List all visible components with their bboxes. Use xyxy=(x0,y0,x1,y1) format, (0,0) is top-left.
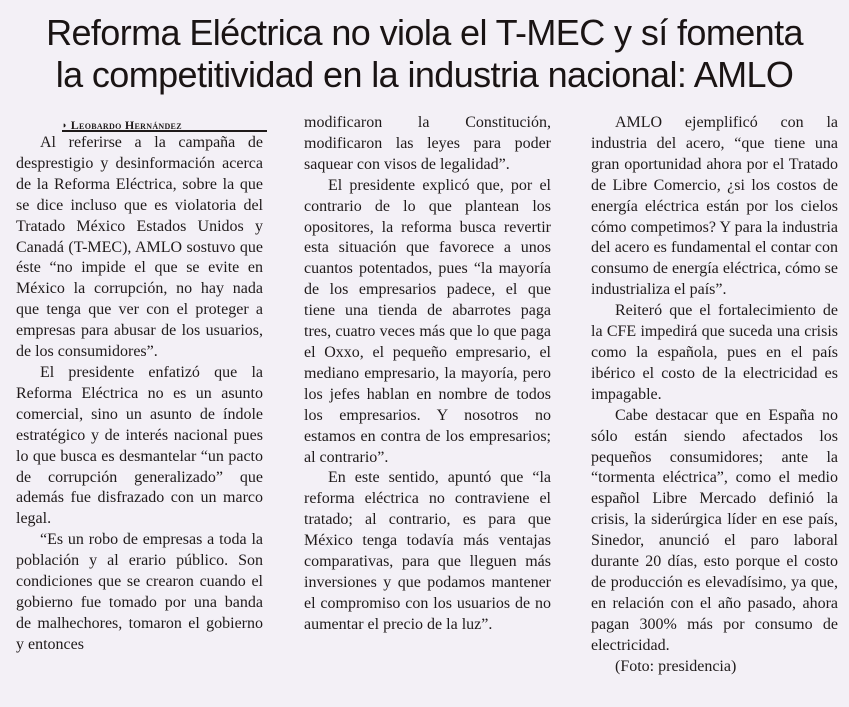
byline-author: Leobardo Hernández xyxy=(70,118,182,132)
paragraph-1-3: “Es un robo de empresas a toda la población y al erario público. Son condiciones que se crearon cuando el gobierno fue tomado por una banda de malhechores, tomaron el gobierno y entonces xyxy=(16,531,263,653)
paragraph-2-1: modificaron la Constitución, modificaron las leyes para poder saquear con visos de legalidad”. xyxy=(304,114,551,173)
paragraph-3-2: Reiteró que el fortalecimiento de la CFE impedirá que suceda una crisis como la española, pues en el país ibérico el costo de la electricidad es impagable. xyxy=(591,302,838,403)
article-column-2 xyxy=(304,113,551,636)
headline xyxy=(0,0,849,96)
photo-credit: (Foto: presidencia) xyxy=(615,657,737,675)
article-column-3 xyxy=(591,113,838,677)
paragraph-1-1: Al referirse a la campaña de desprestigio y desinformación acerca de la Reforma Eléctrica, sobre la que se dice incluso que es violatoria del Tratado México Estados Unidos y Canadá (T-MEC), AMLO sostuvo que éste “no impide el que se evite en México la corrupción, no hay nada que tenga que ver con el proteger a empresas para abusar de los usuarios, de los consumidores”. xyxy=(16,134,263,361)
byline-marker-icon: ◗ xyxy=(62,120,68,130)
paragraph-2-3: En este sentido, apuntó que “la reforma eléctrica no contraviene el tratado; al contrario, es para que México tenga todavía más ventajas comparativas, para que lleguen más inversiones y que podamos mantener el compromiso con los usuarios de no aumentar el precio de la luz”. xyxy=(304,469,551,633)
headline-line-1: Reforma Eléctrica no viola el T-MEC y sí fomenta xyxy=(46,12,803,53)
article-column-1 xyxy=(16,133,263,656)
paragraph-2-2: El presidente explicó que, por el contrario de lo que plantean los opositores, la reforma busca revertir esta situación que favorece a unos cuantos potentados, pues “la mayoría de los empresarios padece, el que tiene una tienda de abarrotes paga tres, cuatro veces más que lo que paga el Oxxo, el pequeño empresario, el mediano empresario, la mayoría, pero los jefes hablan en nombre de todos los empresarios. Y nosotros no estamos en contra de los empresarios; al contrario”. xyxy=(304,176,551,466)
paragraph-3-1: AMLO ejemplificó con la industria del acero, “que tiene una gran oportunidad ahora por el Tratado de Libre Comercio, ¿si los costos de energía eléctrica están por los cielos cómo competimos? Y para la industria del acero es fundamental el contar con consumo de energía eléctrica, cómo se industrializa el país”. xyxy=(591,114,838,299)
paragraph-1-2: El presidente enfatizó que la Reforma Eléctrica no es un asunto comercial, sino un asunto de índole estratégico y de interés nacional pues lo que busca es desmantelar “un pacto de corrupción generalizado” que además fue disfrazado con un marco legal. xyxy=(16,363,263,528)
byline-rule xyxy=(62,130,267,132)
paragraph-3-3: Cabe destacar que en España no sólo están siendo afectados los pequeños consumidores; ante la “tormenta eléctrica”, como el medio español Libre Mercado definió la crisis, la siderúrgica líder en ese país, Sinedor, anunció el paro laboral durante 20 días, esto porque el costo de producción es elevadísimo, ya que, en relación con el año pasado, ahora pagan 300% más por consumo de electricidad. xyxy=(591,406,838,654)
headline-line-2: la competitividad en la industria nacional: AMLO xyxy=(55,54,794,95)
